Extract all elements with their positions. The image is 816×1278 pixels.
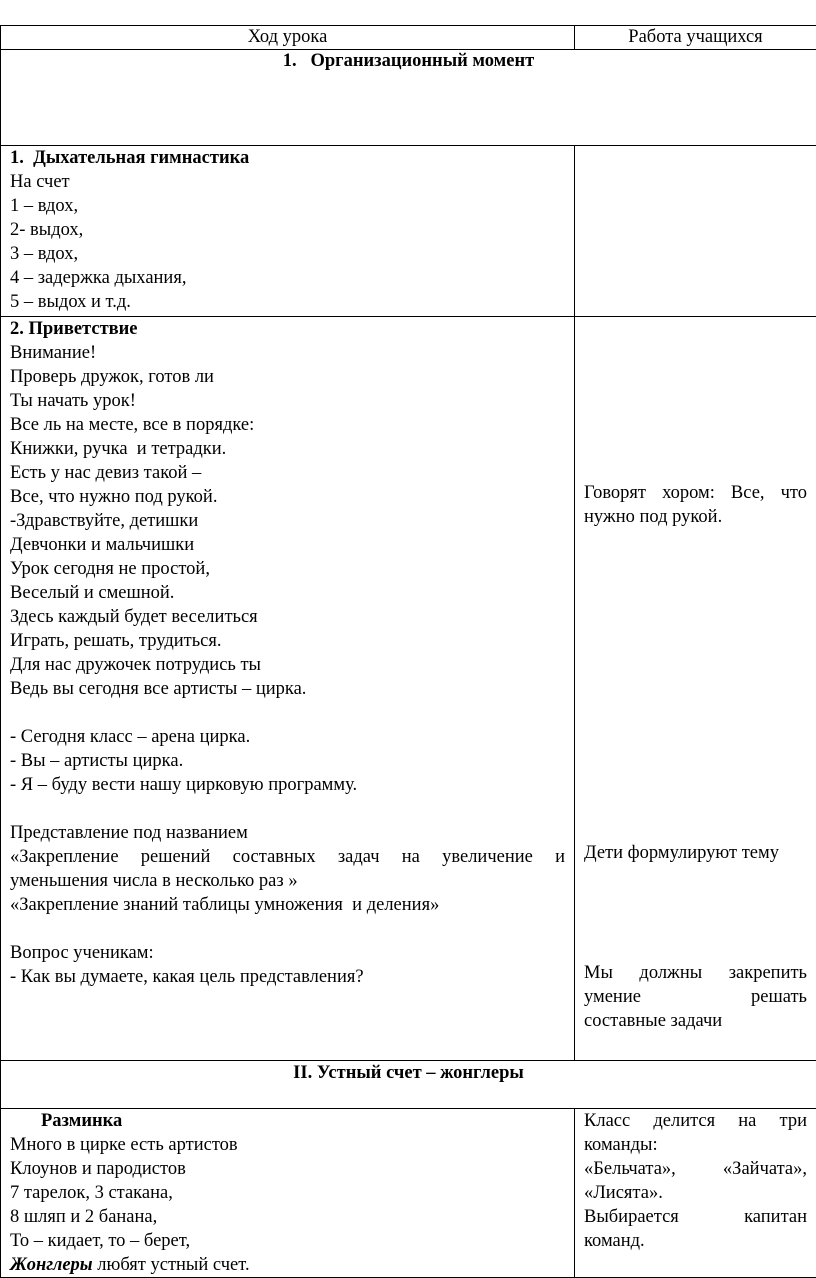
spacer [584,317,807,481]
spacer [584,529,807,841]
greeting-cell [1,317,575,1061]
presentation-intro: Представление под названием [10,821,565,845]
breathing-title: 1. Дыхательная гимнастика [10,146,565,170]
poem-line: Девчонки и мальчишки [10,533,565,557]
students-line: Класс делится на три [584,1109,807,1133]
poem-line: Здесь каждый будет веселиться [10,605,565,629]
breathing-line: 4 – задержка дыхания, [10,266,565,290]
breathing-cell [1,146,575,317]
breathing-line: На счет [10,170,565,194]
header-student-work: Работа учащихся [575,26,816,50]
greeting-title: 2. Приветствие [10,317,565,341]
spacer [584,865,807,961]
jugglers-word: Жонглеры [10,1255,93,1275]
section-oral-count [1,1061,816,1109]
greeting-students-cell [575,317,816,1061]
poem-line: Веселый и смешной. [10,581,565,605]
table-row [1,1109,816,1278]
section-org-moment [1,50,816,146]
table-header-row [1,26,816,50]
poem-line: Для нас дружочек потрудись ты [10,653,565,677]
students-goal: умение решать [584,985,807,1009]
warmup-title: Разминка [10,1109,565,1133]
section-title: II. Устный счет – жонглеры [293,1063,524,1083]
students-line: команды: [584,1133,807,1157]
question-intro: Вопрос ученикам: [10,941,565,965]
section-row [1,50,816,146]
presentation-title-line: «Закрепление решений составных задач на увеличение и [10,845,565,869]
poem-line: Книжки, ручка и тетрадки. [10,437,565,461]
lesson-table [0,25,816,1278]
breathing-students-cell [575,146,816,317]
poem-line: Проверь дружок, готов ли [10,365,565,389]
poem-line: Есть у нас девиз такой – [10,461,565,485]
warmup-cell [1,1109,575,1278]
blank-line [10,701,565,725]
question-text: - Как вы думаете, какая цель представления? [10,965,565,989]
poem-line: Внимание! [10,341,565,365]
poem-line: Играть, решать, трудиться. [10,629,565,653]
poem-line: Все ль на месте, все в порядке: [10,413,565,437]
poem-line: Ты начать урок! [10,389,565,413]
blank-line [10,917,565,941]
students-chorus: нужно под рукой. [584,505,807,529]
breathing-line: 3 – вдох, [10,242,565,266]
breathing-line: 2- выдох, [10,218,565,242]
warmup-last-line [10,1253,565,1277]
presentation-title-line: «Закрепление знаний таблицы умножения и деления» [10,893,565,917]
circus-line: - Вы – артисты цирка. [10,749,565,773]
students-chorus: Говорят хором: Все, что [584,481,807,505]
poem-line: -Здравствуйте, детишки [10,509,565,533]
warmup-line: 7 тарелок, 3 стакана, [10,1181,565,1205]
poem-line: Ведь вы сегодня все артисты – цирка. [10,677,565,701]
breathing-line: 5 – выдох и т.д. [10,290,565,314]
warmup-line: Много в цирке есть артистов [10,1133,565,1157]
students-line: «Бельчата», «Зайчата», [584,1157,807,1181]
warmup-line: То – кидает, то – берет, [10,1229,565,1253]
header-lesson-progress: Ход урока [1,26,575,50]
section-title: 1. Организационный момент [283,51,535,71]
students-line: «Лисята». [584,1181,807,1205]
section-row [1,1061,816,1109]
students-line: команд. [584,1229,807,1253]
presentation-title-line: уменьшения числа в несколько раз » [10,869,565,893]
warmup-line: 8 шляп и 2 банана, [10,1205,565,1229]
students-topic: Дети формулируют тему [584,841,807,865]
students-goal: Мы должны закрепить [584,961,807,985]
warmup-line: Клоунов и пародистов [10,1157,565,1181]
warmup-last-rest: любят устный счет. [93,1255,250,1275]
poem-line: Урок сегодня не простой, [10,557,565,581]
circus-line: - Сегодня класс – арена цирка. [10,725,565,749]
table-row [1,146,816,317]
circus-line: - Я – буду вести нашу цирковую программу. [10,773,565,797]
warmup-students-cell [575,1109,816,1278]
students-goal: составные задачи [584,1009,807,1033]
poem-line: Все, что нужно под рукой. [10,485,565,509]
students-line: Выбирается капитан [584,1205,807,1229]
breathing-line: 1 – вдох, [10,194,565,218]
blank-line [10,797,565,821]
table-row [1,317,816,1061]
